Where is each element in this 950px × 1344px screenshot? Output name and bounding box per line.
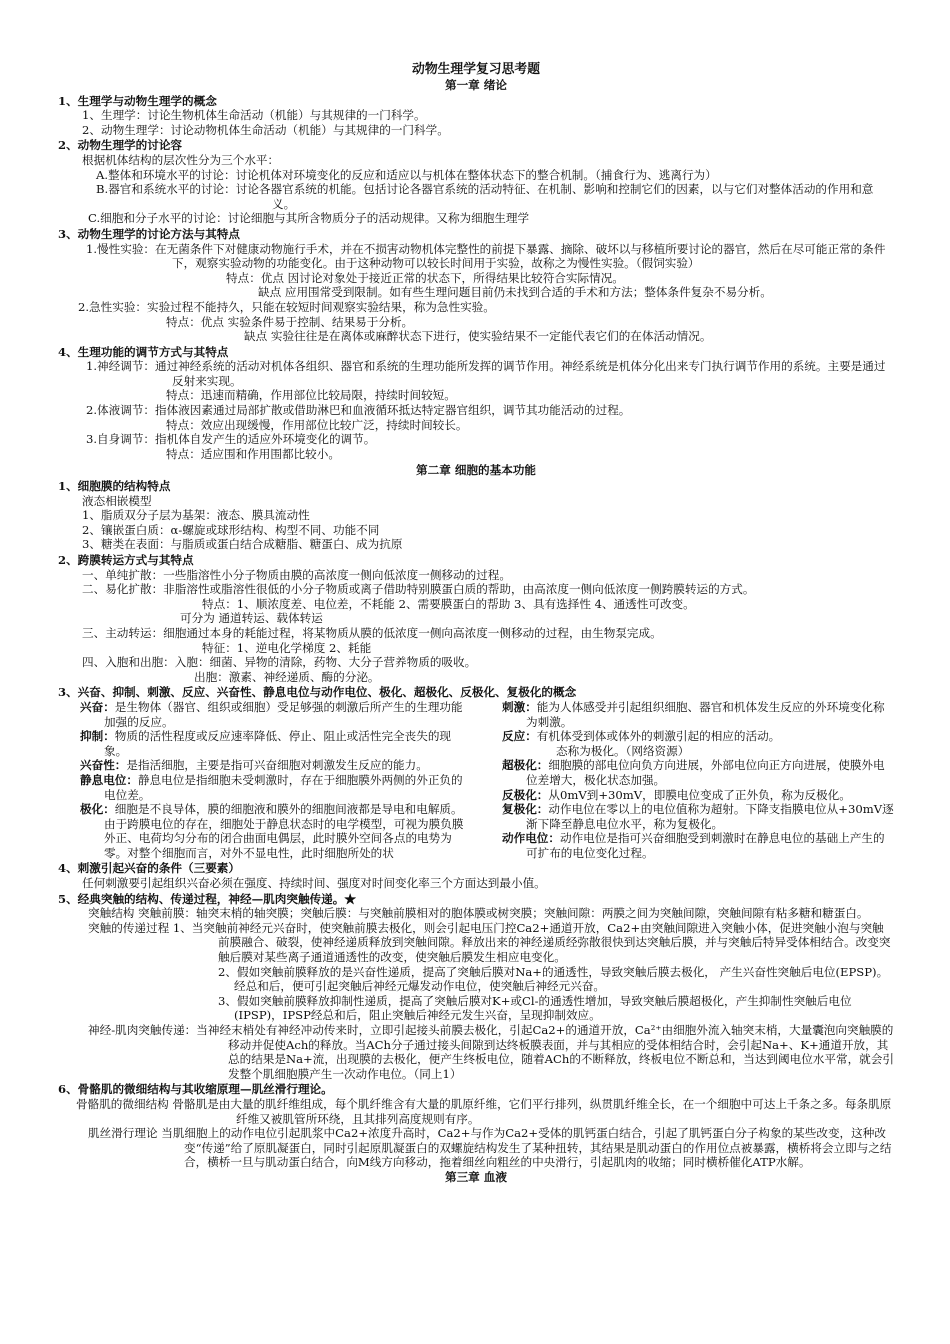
definitions-left-column [58, 700, 472, 861]
text-line: 1、生理学：讨论生物机体生命活动（机能）与其规律的一门科学。 [82, 108, 426, 123]
definition-term: 刺激： [502, 699, 537, 714]
definition-item [58, 773, 472, 802]
text-line: 特点：效应出现缓慢，作用部位比较广泛，持续时间较长。 [166, 417, 468, 432]
definition-item [480, 729, 894, 744]
text-line: 一、单纯扩散：一些脂溶性小分子物质由膜的高浓度一侧向低浓度一侧移动的过程。 [82, 567, 511, 582]
definition-term: 超极化： [502, 758, 549, 773]
text-line: 特点：适应围和作用围都比较小。 [166, 446, 340, 461]
text-line: 2.体液调节：指体液因素通过局部扩散或借助淋巴和血液循环抵达特定器官组织，调节其功能活动的过程。 [86, 403, 631, 418]
text-line: 突触结构 突触前膜：轴突末梢的轴突膜；突触后膜：与突触前膜相对的胞体膜或树突膜；突触间隙：两膜之间为突触间隙，突触间隙有粘多糖和糖蛋白。 [88, 906, 869, 921]
text-line: 四、入胞和出胞：入胞：细菌、异物的清除，药物、大分子营养物质的吸收。 [82, 655, 477, 670]
text-line: 特征：1、逆电化学梯度 2、耗能 [202, 640, 372, 655]
definition-term: 兴奋性： [80, 758, 127, 773]
definition-text: 物质的活性程度或反应速率降低、停止、阻止或活性完全丧失的现象。 [104, 729, 452, 758]
definition-text: 动作电位是指可兴奋细胞受到刺激时在静息电位的基础上产生的可扩布的电位变化过程。 [526, 831, 885, 860]
text-line: 特点：1、顺浓度差、电位差，不耗能 2、需要膜蛋白的帮助 3、具有选择性 4、通透性可改变。 [202, 596, 695, 611]
text-line: 1.神经调节：通过神经系统的活动对机体各组织、器官和系统的生理功能所发挥的调节作用。神经系统是机体分化出来专门执行调节作用的系统。主要是通过反射来实现。 [86, 359, 886, 388]
definition-text: 是生物体（器官、组织或细胞）受足够强的刺激后所产生的生理功能加强的反应。 [104, 699, 463, 729]
definition-text: 态称为极化。（网络资源） [556, 743, 690, 758]
document-title: 动物生理学复习思考题 [412, 62, 540, 77]
text-line: C.细胞和分子水平的讨论：讨论细胞与其所含物质分子的活动规律。又称为细胞生理学 [88, 211, 530, 226]
section-heading: 4、刺激引起兴奋的条件（三要素） [58, 861, 240, 876]
text-line: 突触的传递过程 1、当突触前神经元兴奋时，使突触前膜去极化，则会引起电压门控Ca2+通道开放，Ca2+由突触间隙进入突触小体，促进突触小泡与突触前膜融合、破裂，使神经递质释放到突触间隙。释放出来的神经递质经弥散很快到达突触后膜，并与突触后特异受体相结合。改变突触后膜对某些离子通道通透性的改变，使突触后膜发生相应电变化。 [88, 920, 891, 965]
text-line: 3、假如突触前膜释放抑制性递质，提高了突触后膜对K+或Cl-的通透性增加，导致突触后膜超极化，产生抑制性突触后电位(IPSP)，IPSP经总和后，阻止突触后神经元发生兴奋，呈现抑制效应。 [218, 993, 852, 1023]
text-line: 特点：优点 实验条件易于控制、结果易于分析。 [166, 314, 414, 329]
definition-item [480, 700, 894, 729]
definition-term: 动作电位： [502, 831, 560, 846]
section-heading: 1、细胞膜的结构特点 [58, 479, 171, 494]
section-heading: 1、生理学与动物生理学的概念 [58, 93, 217, 108]
definition-text: 细胞是不良导体，膜的细胞液和膜外的细胞间液都是导电和电解质。由于跨膜电位的存在，细胞处于静息状态时的电学模型，可视为膜负膜外正、电荷均匀分布的闭合曲面电偶层，此时膜外空间各点的电势为零。对整个细胞而言，对外不显电性，此时细胞所处的状 [104, 802, 464, 860]
text-line: 根据机体结构的层次性分为三个水平： [82, 152, 280, 167]
definition-term: 兴奋： [80, 699, 115, 714]
text-line: A.整体和环境水平的讨论：讨论机体对环境变化的反应和适应以与机体在整体状态下的整合机制。（捕食行为、逃离行为） [96, 167, 717, 182]
document-page [58, 62, 894, 1185]
definition-term: 抑制： [80, 729, 115, 744]
definition-item [58, 802, 472, 860]
definition-text: 静息电位是指细胞未受刺激时，存在于细胞膜外两侧的外正负的电位差。 [104, 772, 463, 802]
definition-text: 细胞膜的部电位向负方向进展，外部电位向正方向进展，使膜外电位差增大，极化状态加强。 [526, 758, 885, 787]
text-line: 骨骼肌的微细结构 骨骼肌是由大量的肌纤维组成，每个肌纤维含有大量的肌原纤维，它们平行排列，纵贯肌纤维全长，在一个细胞中可达上千条之多。每条肌原纤维又被肌管所环绕，且其排列高度规则有序。 [76, 1096, 892, 1126]
definition-item [58, 700, 472, 729]
section-heading: 4、生理功能的调节方式与其特点 [58, 344, 229, 359]
definition-item [58, 729, 472, 758]
definition-term: 反极化： [502, 787, 549, 802]
definition-text: 动作电位在零以上的电位值称为超射。下降支指膜电位从+30mV逐渐下降至静息电位水平，称为复极化。 [526, 802, 894, 831]
definition-item [58, 758, 472, 773]
definition-item [480, 758, 894, 787]
text-line: 肌丝滑行理论 当肌细胞上的动作电位引起肌浆中Ca2+浓度升高时，Ca2+与作为Ca2+受体的肌钙蛋白结合，引起了肌钙蛋白分子构象的某些改变，这种改变“传递”给了原肌凝蛋白，同时引起原肌凝蛋白的双螺旋结构发生了某种扭转，其结果是肌动蛋白的作用位点被暴露，横桥将会立即与之结合，横桥一旦与肌动蛋白结合，向M线方向移动，拖着细丝向粗丝的中央滑行，引起肌肉的收缩；同时横桥催化ATP水解。 [88, 1126, 892, 1170]
text-line: 1.慢性实验：在无菌条件下对健康动物施行手术，并在不损害动物机体完整性的前提下暴露、摘除、破坏以与移植所要讨论的器官，然后在尽可能正常的条件下，观察实验动物的功能变化。由于这种动物可以较长时间用于实验，故称之为慢性实验。（假饲实验） [86, 241, 886, 271]
section-heading: 2、跨膜转运方式与其特点 [58, 553, 194, 567]
definition-item [480, 831, 894, 860]
text-line: 1、脂质双分子层为基架：液态、膜具流动性 [82, 508, 310, 523]
definition-text: 有机体受到体或体外的刺激引起的相应的活动。 [536, 729, 781, 744]
chapter-1-title: 第一章 绪论 [444, 78, 507, 92]
text-line: 可分为 通道转运、载体转运 [180, 611, 323, 626]
section-heading: 3、动物生理学的讨论方法与其特点 [58, 226, 240, 241]
definition-item [480, 788, 894, 803]
section-heading: 5、经典突触的结构、传递过程，神经—肌肉突触传递。★ [58, 891, 356, 906]
definition-item [480, 802, 894, 831]
definition-term: 反应： [502, 729, 537, 744]
text-line: 液态相嵌模型 [82, 493, 152, 508]
text-line: 2.急性实验：实验过程不能持久，只能在较短时间观察实验结果，称为急性实验。 [78, 299, 495, 314]
text-line: 任何刺激要引起组织兴奋必须在强度、持续时间、强度对时间变化率三个方面达到最小值。 [82, 876, 546, 891]
chapter-3-title: 第三章 血液 [444, 1169, 507, 1184]
text-line: B.器官和系统水平的讨论：讨论各器官系统的机能。包括讨论各器官系统的活动特征、在机制、影响和控制它们的因素，以与它们对整体活动的作用和意义。 [96, 182, 874, 211]
text-line: 出胞：激素、神经递质、酶的分泌。 [194, 669, 380, 684]
section-heading: 6、骨骼肌的微细结构与其收缩原理—肌丝滑行理论。 [58, 1082, 333, 1097]
text-line: 三、主动转运：细胞通过本身的耗能过程，将某物质从膜的低浓度一侧向高浓度一侧移动的过程，由生物泵完成。 [82, 625, 662, 640]
definition-text: 从0mV到+30mV，即膜电位变成了正外负，称为反极化。 [548, 787, 851, 802]
definition-term: 极化： [80, 802, 115, 817]
definitions-columns [58, 700, 894, 861]
text-line: 二、易化扩散：非脂溶性或脂溶性很低的小分子物质或离子借助特别膜蛋白质的帮助，由高浓度一侧向低浓度一侧跨膜转运的方式。 [82, 582, 755, 597]
definitions-right-column [480, 700, 894, 861]
definition-term: 复极化： [502, 802, 549, 817]
section-heading: 3、兴奋、抑制、刺激、反应、兴奋性、静息电位与动作电位、极化、超极化、反极化、复极化的概念 [58, 685, 577, 700]
text-line: 2、动物生理学：讨论动物机体生命活动（机能）与其规律的一门科学。 [82, 122, 449, 137]
definition-text: 是指活细胞，主要是指可兴奋细胞对刺激发生反应的能力。 [126, 758, 428, 773]
text-line: 缺点 应用围常受到限制。如有些生理问题目前仍未找到合适的手术和方法；整体条件复杂不易分析。 [258, 285, 772, 300]
section-heading: 2、动物生理学的讨论容 [58, 138, 183, 153]
text-line: 2、假如突触前膜释放的是兴奋性递质，提高了突触后膜对Na+的通透性，导致突触后膜去极化， 产生兴奋性突触后电位(EPSP)。经总和后，便可引起突触后神经元爆发动作电位，使突触后神经元兴奋。 [218, 964, 889, 994]
text-line: 特点：优点 因讨论对象处于接近正常的状态下，所得结果比较符合实际情况。 [226, 270, 624, 285]
text-line: 缺点 实验往往是在离体或麻醉状态下进行，使实验结果不一定能代表它们的在体活动情况。 [244, 329, 712, 344]
definition-text: 能为人体感受并引起组织细胞、器官和机体发生反应的外环境变化称为刺激。 [526, 699, 885, 729]
text-line: 3.自身调节：指机体自发产生的适应外环境变化的调节。 [86, 432, 376, 447]
text-line: 特点：迅速而精确，作用部位比较局限，持续时间较短。 [166, 388, 456, 403]
definition-term: 静息电位： [80, 772, 138, 787]
text-line: 3、糖类在表面：与脂质或蛋白结合成糖脂、糖蛋白、成为抗原 [82, 537, 403, 552]
text-line: 神经-肌肉突触传递：当神经末梢处有神经冲动传来时，立即引起接头前膜去极化，引起Ca2+的通道开放，Ca²⁺由细胞外流入轴突末梢，大量囊泡向突触膜的移动并促使Ach的释放。当ACh分子通过接头间隙到达终板膜表面，并与其相应的受体相结合时，会引起Na+、K+通道开放，其总的结果是Na+流，出现膜的去极化，便产生终板电位，随着ACh的不断释放，终板电位不断总和，当达到阈电位水平常，就会引发整个肌细胞膜产生一次动作电位。（同上1） [88, 1023, 894, 1081]
chapter-2-title: 第二章 细胞的基本功能 [416, 463, 536, 478]
definition-item [480, 744, 894, 759]
text-line: 2、镶嵌蛋白质：α-螺旋或球形结构、构型不同、功能不同 [82, 522, 380, 537]
